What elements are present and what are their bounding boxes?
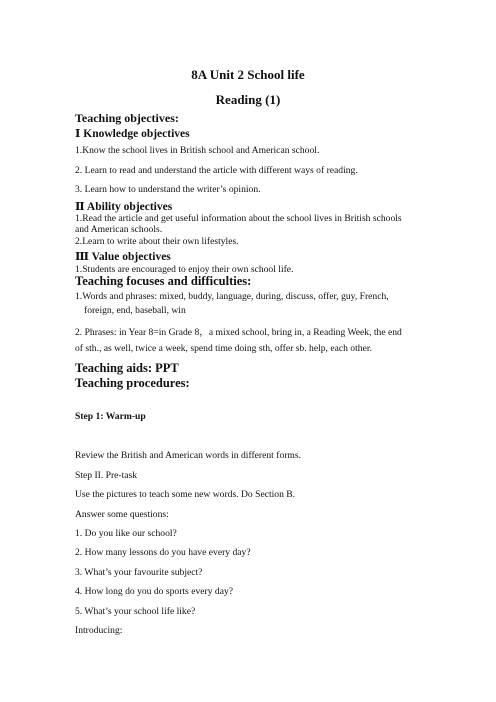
aids-heading: Teaching aids: PPT [75, 361, 179, 375]
objectives-heading: Teaching objectives: [75, 111, 179, 125]
document-subtitle: Reading (1) [215, 92, 281, 107]
introducing-label: Introducing: [75, 625, 123, 636]
step-1-text: Review the British and American words in different forms. [75, 450, 302, 461]
question-item: 5. What’s your school life like? [75, 606, 196, 617]
step-2-heading: Step II. Pre-task [75, 470, 138, 481]
ability-item: and American schools. [75, 224, 163, 235]
ability-item: 1.Read the article and get useful information about the school lives in British schools [75, 213, 402, 224]
value-objectives-heading: Ⅲ Value objectives [75, 251, 171, 263]
question-item: 3. What’s your favourite subject? [75, 567, 203, 578]
value-item: 1.Students are encouraged to enjoy their own school life. [75, 264, 294, 275]
knowledge-item: 3. Learn how to understand the writer’s opinion. [75, 184, 261, 195]
document-title: 8A Unit 2 School life [191, 67, 305, 82]
step-1-heading: Step 1: Warm-up [75, 411, 146, 422]
knowledge-objectives-heading: Ⅰ Knowledge objectives [75, 128, 190, 140]
questions-intro: Answer some questions: [75, 509, 169, 520]
procedures-heading: Teaching procedures: [75, 376, 190, 390]
focuses-item: of sth., as well, twice a week, spend time doing sth, offer sb. help, each other. [75, 343, 372, 354]
focuses-item: 1.Words and phrases: mixed, buddy, language, during, discuss, offer, guy, French, [75, 291, 389, 302]
knowledge-item: 1.Know the school lives in British school and American school. [75, 145, 320, 156]
question-item: 1. Do you like our school? [75, 528, 177, 539]
focuses-item: foreign, end, baseball, win [84, 305, 186, 316]
ability-objectives-heading: Ⅱ Ability objectives [75, 201, 173, 213]
question-item: 4. How long do you do sports every day? [75, 586, 234, 597]
focuses-item: 2. Phrases: in Year 8=in Grade 8，a mixed school, bring in, a Reading Week, the end [75, 327, 402, 338]
focuses-heading: Teaching focuses and difficulties: [75, 274, 252, 288]
knowledge-item: 2. Learn to read and understand the article with different ways of reading. [75, 165, 358, 176]
step-2-text: Use the pictures to teach some new words. Do Section B. [75, 489, 296, 500]
question-item: 2. How many lessons do you have every day? [75, 547, 251, 558]
ability-item: 2.Learn to write about their own lifestyles. [75, 236, 239, 247]
